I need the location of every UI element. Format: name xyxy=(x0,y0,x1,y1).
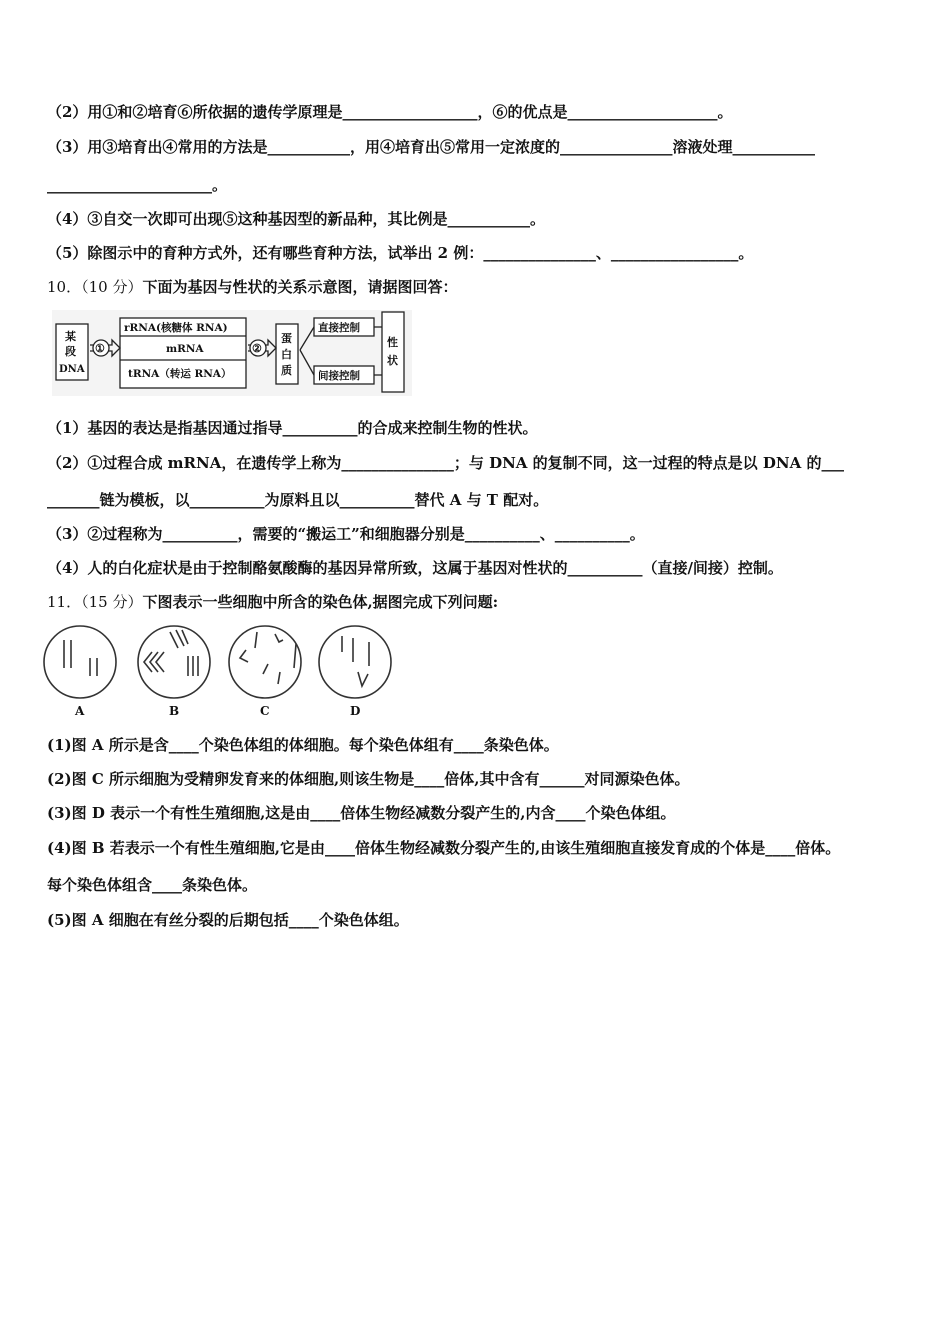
q10-part2-line1: （2）①过程合成 mRNA，在遗传学上称为_______________；与 DNA 的复制不同，这一过程的特点是以 DNA 的___ xyxy=(47,454,844,472)
dna-label-line2: 段 xyxy=(65,345,76,358)
q10-stem: 下面为基因与性状的关系示意图，请据图回答： xyxy=(142,278,458,296)
q11-part4-line1: (4)图 B 若表示一个有性生殖细胞,它是由____倍体生物经减数分裂产生的,由该生殖细胞直接发育成的个体是____倍体。 xyxy=(47,839,841,857)
q11-header xyxy=(47,592,498,612)
mrna-label: mRNA xyxy=(166,343,204,355)
q10-part3: （3）②过程称为__________，需要的“搬运工”和细胞器分别是__________、__________。 xyxy=(47,525,645,543)
q10-header xyxy=(47,277,457,297)
q11-part2: (2)图 C 所示细胞为受精卵发育来的体细胞,则该生物是____倍体,其中含有______对同源染色体。 xyxy=(47,770,690,788)
protein-label-line1: 蛋 xyxy=(281,332,292,345)
q9-part3-line1: （3）用③培育出④常用的方法是___________，用④培育出⑤常用一定浓度的_______________溶液处理___________ xyxy=(47,138,815,156)
cell-d xyxy=(319,626,391,698)
gene-trait-diagram xyxy=(52,310,412,396)
cell-c xyxy=(229,626,301,698)
cell-a-label: A xyxy=(75,704,85,718)
cell-b-label: B xyxy=(169,704,180,718)
chromosome-cells-figure xyxy=(42,622,394,720)
q11-part5: (5)图 A 细胞在有丝分裂的后期包括____个染色体组。 xyxy=(47,911,409,929)
q11-part1: (1)图 A 所示是含____个染色体组的体细胞。每个染色体组有____条染色体。 xyxy=(47,736,559,754)
q9-part2: （2）用①和②培育⑥所依据的遗传学原理是__________________，⑥的优点是____________________。 xyxy=(47,103,733,121)
q10-part1: （1）基因的表达是指基因通过指导__________的合成来控制生物的性状。 xyxy=(47,419,538,437)
step2-label: ② xyxy=(252,342,262,355)
q11-part3: (3)图 D 表示一个有性生殖细胞,这是由____倍体生物经减数分裂产生的,内含____个染色体组。 xyxy=(47,804,676,822)
q9-part3-line2: ______________________。 xyxy=(47,176,228,194)
trait-label-line1: 性 xyxy=(387,336,398,349)
q10-number: 10．（10 分） xyxy=(47,278,143,296)
q10-part2-line2: _______链为模板，以__________为原料且以__________替代 A 与 T 配对。 xyxy=(47,491,549,509)
q11-part4-line2: 每个染色体组含____条染色体。 xyxy=(47,876,258,894)
cell-b xyxy=(138,626,210,698)
protein-label-line3: 质 xyxy=(281,364,292,377)
q11-stem: 下图表示一些细胞中所含的染色体,据图完成下列问题: xyxy=(142,593,499,611)
protein-label-line2: 白 xyxy=(281,348,292,361)
direct-control-label: 直接控制 xyxy=(318,322,360,334)
q9-part5: （5）除图示中的育种方式外，还有哪些育种方法，试举出 2 例：_______________、_________________。 xyxy=(47,244,754,262)
trna-label: tRNA（转运 RNA） xyxy=(128,368,232,380)
rrna-label: rRNA(核糖体 RNA) xyxy=(124,322,228,334)
q11-number: 11．（15 分） xyxy=(47,593,143,611)
cell-a xyxy=(44,626,116,698)
dna-label-line3: DNA xyxy=(59,364,85,375)
q9-part4: （4）③自交一次即可出现⑤这种基因型的新品种，其比例是___________。 xyxy=(47,210,545,228)
trait-label-line2: 状 xyxy=(387,354,398,367)
dna-label-line1: 某 xyxy=(65,330,76,343)
cell-d-label: D xyxy=(350,704,361,718)
step1-label: ① xyxy=(95,342,105,355)
indirect-control-label: 间接控制 xyxy=(318,370,360,382)
cell-c-label: C xyxy=(260,704,270,718)
q10-part4: （4）人的白化症状是由于控制酪氨酸酶的基因异常所致，这属于基因对性状的__________（直接/间接）控制。 xyxy=(47,559,783,577)
